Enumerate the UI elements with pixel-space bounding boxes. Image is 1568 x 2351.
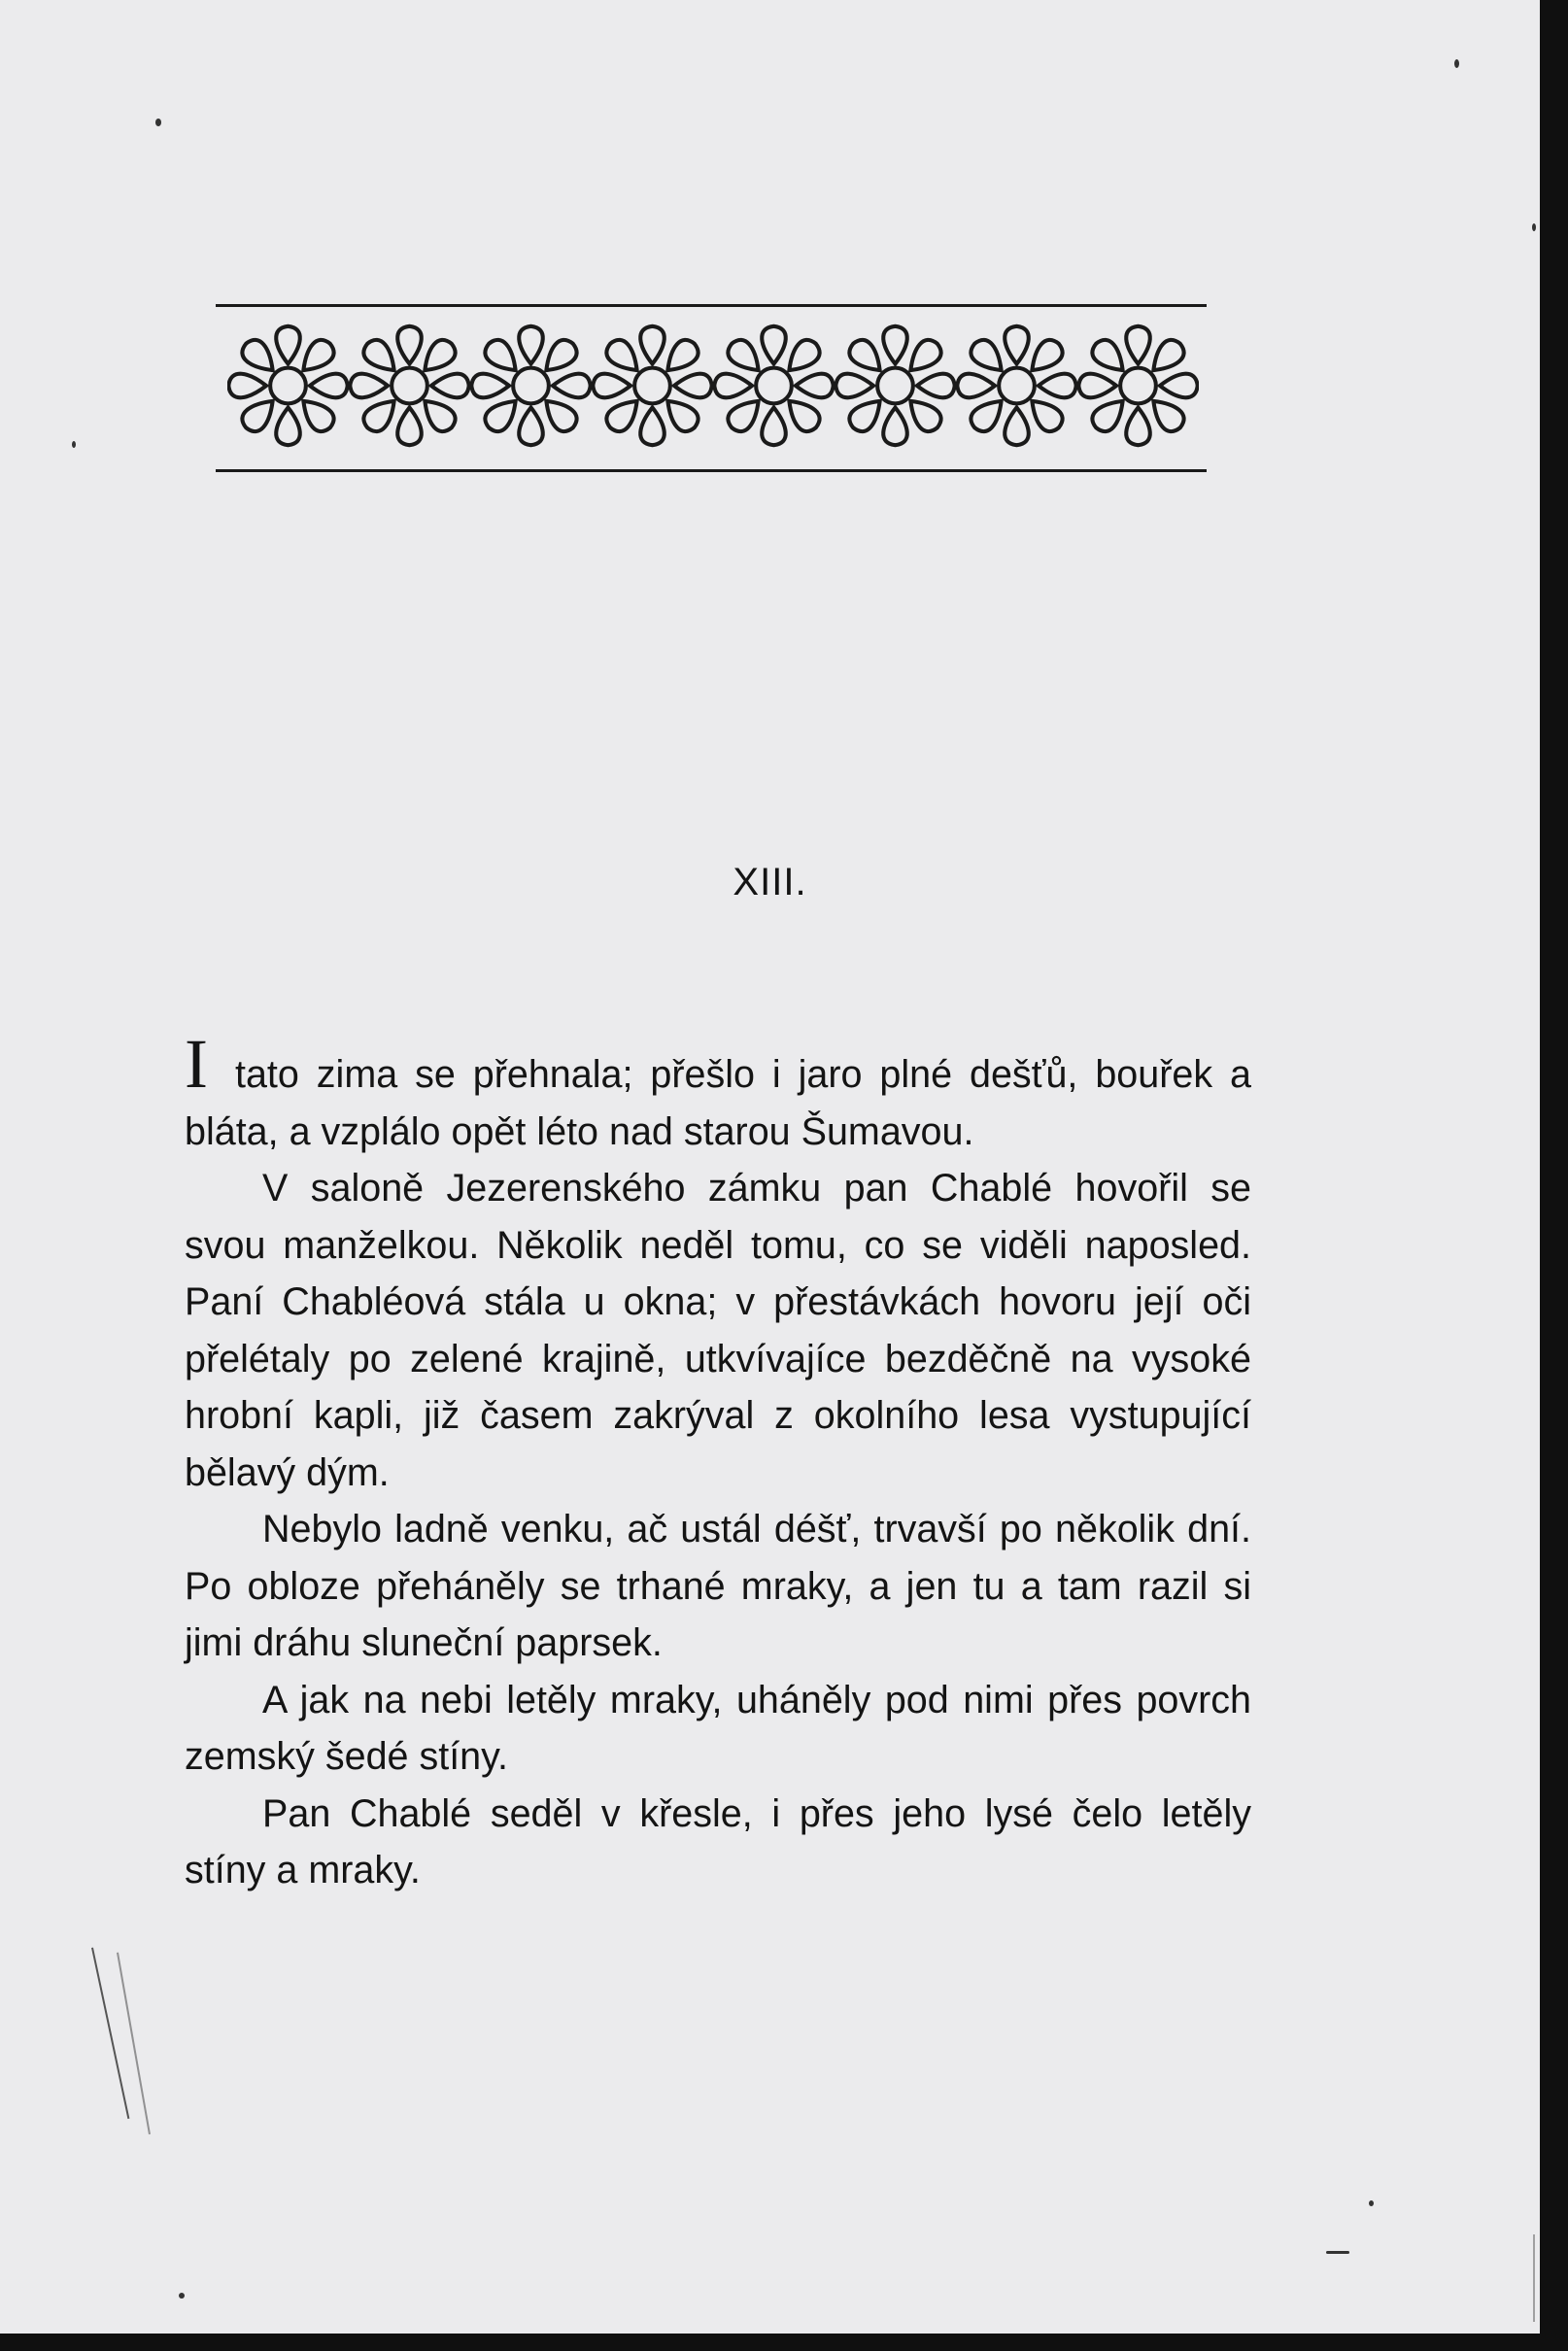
scan-speck xyxy=(1454,59,1459,68)
flower-border-icon xyxy=(227,318,1199,454)
scan-speck xyxy=(179,2293,185,2299)
scan-speck xyxy=(1326,2251,1349,2254)
paragraph: Pan Chablé seděl v křesle, i přes jeho lysé čelo letěly stíny a mraky. xyxy=(185,1791,1251,1891)
scan-scratch xyxy=(117,1953,151,2134)
paragraph-text: tato zima se přehnala; přešlo i jaro plné dešťů, bouřek a bláta, a vzplálo opět léto nad starou Šumavou. xyxy=(185,1053,1251,1153)
scan-speck xyxy=(155,119,161,126)
scan-scratch xyxy=(91,1948,129,2119)
paragraph: V saloně Jezerenského zámku pan Chablé hovořil se svou manželkou. Několik neděl tomu, co se viděli naposled. Paní Chabléová stála u okna; v přestávkách hovoru její oči přelétaly po zelené krajině, utkvívajíce bezděčně na vysoké hrobní kapli, již časem zakrýval z okolního lesa vystupující bělavý dým. xyxy=(185,1167,1251,1494)
scan-speck xyxy=(1532,223,1536,231)
flower-icon xyxy=(593,326,711,445)
scan-edge-bottom xyxy=(0,2334,1568,2351)
chapter-number: XIII. xyxy=(733,861,807,903)
scan-scratch xyxy=(1533,2234,1535,2322)
bottom-rule xyxy=(216,469,1207,472)
flower-icon xyxy=(471,326,590,445)
scan-speck xyxy=(72,441,76,448)
paragraph: Nebylo ladně venku, ač ustál déšť, trvavší po několik dní. Po obloze přeháněly se trhané mraky, a jen tu a tam razil si jimi dráhu sluneční paprsek. xyxy=(185,1508,1251,1664)
flower-icon xyxy=(835,326,954,445)
drop-cap: I xyxy=(185,1025,208,1103)
flower-icon xyxy=(1078,326,1197,445)
scan-speck xyxy=(1369,2200,1374,2206)
paragraph: A jak na nebi letěly mraky, uháněly pod nimi přes povrch zemský šedé stíny. xyxy=(185,1678,1251,1778)
chapter-text xyxy=(185,1025,1251,1899)
scan-edge-right xyxy=(1540,0,1568,2351)
flower-icon xyxy=(714,326,833,445)
paragraph xyxy=(185,1025,1251,1160)
flower-icon xyxy=(228,326,347,445)
flower-icon xyxy=(957,326,1075,445)
flower-icon xyxy=(350,326,468,445)
top-rule xyxy=(216,304,1207,307)
